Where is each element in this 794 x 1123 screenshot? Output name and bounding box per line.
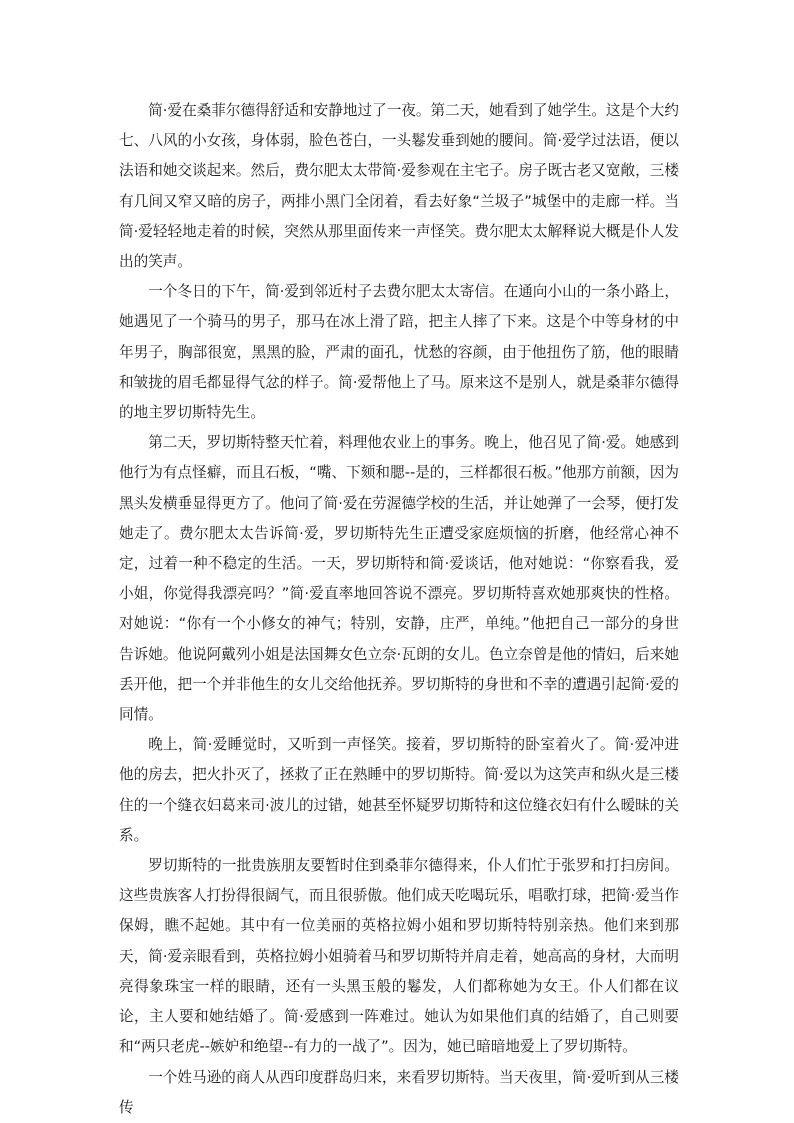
paragraph-1: 简·爱在桑菲尔德得舒适和安静地过了一夜。第二天，她看到了她学生。这是个大约七、八风的小女孩，身体弱，脸色苍白，一头鬈发垂到她的腰间。简·爱学过法语，便以法语和她交谈起来。然后，费尔肥太太带简·爱参观在主宅子。房子既古老又宽敞，三楼有几间又窄又暗的房子，两排小黑门全闭着，看去好象“兰圾子”城堡中的走廊一样。当简·爱轻轻地走着的时候，突然从那里面传来一声怪笑。费尔肥太太解释说大概是仆人发出的笑声。 <box>119 102 679 271</box>
paragraph-5: 罗切斯特的一批贵族朋友要暂时住到桑菲尔德得来，仆人们忙于张罗和打扫房间。这些贵族客人打扮得很阔气，而且很骄傲。他们成天吃喝玩乐，唱歌打球，把简·爱当作保姆，瞧不起她。其中有一位美丽的英格拉姆小姐和罗切斯特特别亲热。他们来到那天，简·爱亲眼看到，英格拉姆小姐骑着马和罗切斯特并肩走着，她高高的身材，大而明亮得象珠宝一样的眼睛，还有一头黑玉般的鬈发，人们都称她为女王。仆人们都在议论，主人要和她结婚了。简·爱感到一阵难过。她认为如果他们真的结婚了，自己则要和“两只老虎--嫉妒和绝望--有力的一战了”。因为，她已暗暗地爱上了罗切斯特。 <box>119 857 679 1056</box>
document-body <box>119 96 679 1123</box>
paragraph-4: 晚上，简·爱睡觉时，又听到一声怪笑。接着，罗切斯特的卧室着火了。简·爱冲进他的房去，把火扑灭了，拯救了正在熟睡中的罗切斯特。简·爱以为这笑声和纵火是三楼住的一个缝衣妇葛来司·波儿的过错，她甚至怀疑罗切斯特和这位缝衣妇有什么暧昧的关系。 <box>119 736 679 844</box>
paragraph-3: 第二天，罗切斯特整天忙着，料理他农业上的事务。晚上，他召见了简·爱。她感到他行为有点怪癖，而且石板，“嘴、下颏和腮--是的，三样都很石板。”他那方前额，因为黑头发横垂显得更方了。他问了简·爱在劳渥德学校的生活，并让她弹了一会琴，便打发她走了。费尔肥太太告诉简·爱，罗切斯特先生正遭受家庭烦恼的折磨，他经常心神不定，过着一种不稳定的生活。一天，罗切斯特和简·爱谈话，他对她说：“你察看我，爱小姐，你觉得我漂亮吗？”简·爱直率地回答说不漂亮。罗切斯特喜欢她那爽快的性格。对她说：“你有一个小修女的神气；特别，安静，庄严，单纯。”他把自己一部分的身世告诉她。他说阿戴列小姐是法国舞女色立奈·瓦朗的女儿。色立奈曾是他的情妇，后来她丢开他，把一个并非他生的女儿交给他抚养。罗切斯特的身世和不幸的遭遇引起简·爱的同情。 <box>119 434 679 724</box>
paragraph-2: 一个冬日的下午，简·爱到邻近村子去费尔肥太太寄信。在通向小山的一条小路上，她遇见了一个骑马的男子，那马在冰上滑了踣，把主人摔了下来。这是个中等身材的中年男子，胸部很宽，黑黑的脸，严肃的面孔，忧愁的容颜，由于他扭伤了筋，他的眼睛和皱拢的眉毛都显得气忿的样子。简·爱帮他上了马。原来这不是别人，就是桑菲尔德得的地主罗切斯特先生。 <box>119 283 679 422</box>
paragraph-6: 一个姓马逊的商人从西印度群岛归来，来看罗切斯特。当天夜里，简·爱听到从三楼传 <box>119 1068 679 1116</box>
